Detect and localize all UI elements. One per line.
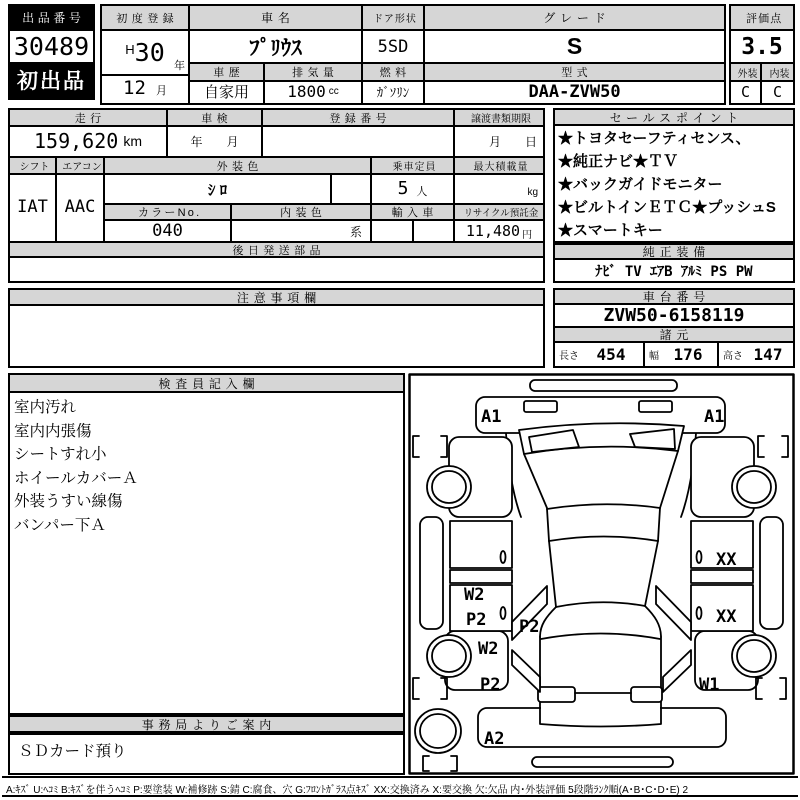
bracket-mid-right [756, 678, 786, 699]
recycle-deposit-value-row [455, 221, 543, 241]
spec-width-cell [645, 343, 719, 366]
exterior-grade-value: C [740, 82, 751, 101]
inspector-note-line: 外装うすい線傷 [14, 493, 123, 510]
shift-header: シフト [10, 158, 55, 175]
recycle-deposit-header: リサイクル預託金 [455, 205, 543, 221]
rear-glass-bottom [556, 602, 645, 607]
inspector-note-line: バンパー下Ａ [14, 516, 106, 534]
color-no-header: カラーNo. [105, 205, 230, 221]
auction-number-block [8, 4, 95, 100]
office-info-header: 事務局よりご案内 [8, 715, 405, 733]
office-info-content [8, 733, 405, 775]
damage-label-a1: A1 [704, 407, 725, 427]
side-strip-left [420, 517, 443, 629]
score-block [729, 4, 795, 105]
notes-content [10, 306, 543, 366]
taillight-right [631, 687, 662, 702]
footer-legend: A:ｷｽﾞ U:ﾍｺﾐ B:ｷｽﾞを伴うﾍｺﾐ P:要塗装 W:補修跡 S:錆 C:腐食、穴 G:ﾌﾛﾝﾄｶﾞﾗｽ点ｷｽﾞ XX:交換済み X:要交換 欠:欠品 内･外装評価 5段階ﾗﾝｸ順(A･B･C･D･E) 2 [2, 776, 798, 797]
sill-panel-left-lower [512, 650, 540, 692]
fuel-value: ｶﾞｿﾘﾝ [376, 85, 410, 100]
later-parts-section [10, 243, 543, 281]
displacement-cell [265, 64, 361, 103]
equipment-section [553, 243, 795, 283]
inspector-note-line: ホイールカバーＡ [14, 469, 138, 487]
car-name-value: ﾌﾟﾘｳｽ [190, 31, 361, 64]
transfer-deadline-header: 譲渡書類期限 [455, 110, 543, 127]
spec-height-value: 147 [753, 345, 783, 364]
model-code-header: 型式 [425, 64, 724, 82]
first-registration-year-cell [102, 31, 188, 76]
capacity-value-row [372, 175, 453, 201]
grade-header: グレード [425, 6, 724, 31]
door-shape-header: ドア形状 [363, 6, 423, 31]
capacity-header: 乗車定員 [372, 158, 453, 175]
color-capacity-area [105, 158, 543, 243]
exterior-color-cell [105, 158, 372, 203]
aircon-cell [57, 158, 105, 243]
inspector-note-line: シートすれ小 [14, 446, 107, 463]
inspector-note-line: 室内内張傷 [14, 422, 92, 440]
car-history-cell [190, 64, 265, 103]
max-load-cell [455, 158, 543, 203]
sales-points-section [553, 108, 795, 243]
equipment-value: ﾅﾋﾞ TV ｴｱB ｱﾙﾐ PS PW [595, 263, 753, 280]
side-strip-right [760, 517, 783, 629]
registration-no-value [263, 127, 453, 154]
sales-point-line: ★バックガイドモニター [558, 176, 723, 193]
fuel-header: 燃料 [363, 64, 423, 82]
sales-point-line: ★純正ナビ★ＴＶ [558, 153, 679, 170]
spec-length-label: 長さ [559, 351, 579, 362]
transfer-deadline-value: 月 日 [488, 135, 537, 149]
bracket-top-left [413, 436, 447, 457]
specs-header: 諸元 [555, 328, 793, 343]
recycle-deposit-cell [455, 205, 543, 243]
spec-height-label: 高さ [723, 351, 743, 362]
displacement-unit: cc [328, 86, 339, 97]
first-registration-header: 初度登録 [102, 6, 188, 31]
later-parts-header: 後日発送部品 [10, 243, 543, 258]
exterior-color-extra-cell [332, 175, 370, 203]
car-name-column [190, 6, 363, 103]
aircon-header: エアコン [57, 158, 103, 175]
aircon-value: AAC [64, 197, 96, 217]
spoiler-line [541, 634, 660, 640]
chassis-no-header: 車台番号 [555, 290, 793, 305]
damage-label-p2: P2 [480, 675, 501, 695]
displacement-header: 排気量 [265, 64, 361, 82]
wheel-front-right [732, 466, 776, 508]
notes-section [8, 288, 545, 368]
score-value: 3.5 [731, 31, 793, 64]
rear-quarter-edges [540, 606, 661, 637]
damage-label-w1: W1 [699, 675, 720, 695]
chassis-section [553, 288, 795, 368]
door-shape-value: 5SD [363, 31, 423, 64]
damage-label-xx: XX [716, 550, 737, 570]
damage-label-a2: A2 [484, 729, 505, 749]
door-handle-rear-right [697, 607, 702, 619]
sill-band-left [450, 570, 512, 583]
a-pillar-left [524, 454, 547, 508]
recycle-deposit-value: 11,480 [465, 222, 521, 240]
color-no-value: 040 [152, 221, 183, 241]
inspector-notes-list [10, 396, 403, 537]
windshield [519, 423, 684, 454]
spec-width-value: 176 [673, 345, 703, 364]
inspection-header: 車検 [168, 110, 261, 127]
spec-height-cell [719, 343, 793, 366]
capacity-value: 5 [397, 177, 409, 199]
a-pillar-right [660, 451, 678, 508]
door-handle-rear-left [501, 607, 506, 619]
inspector-notes-section [8, 373, 405, 715]
top-spec-table [100, 4, 726, 105]
inspection-value: 年 月 [190, 135, 239, 149]
car-history-value: 自家用 [203, 84, 249, 101]
shift-value: IAT [17, 197, 48, 217]
wheel-rear-left [427, 635, 471, 677]
mileage-value-row [10, 127, 166, 154]
damage-label-a1: A1 [481, 407, 502, 427]
car-history-header: 車歴 [190, 64, 263, 82]
auction-number-value: 30489 [13, 32, 90, 61]
max-load-unit: kg [527, 187, 538, 198]
inspection-cell [168, 110, 263, 158]
roof-front-edge [547, 504, 660, 509]
spec-length-cell [555, 343, 645, 366]
sales-points-list [555, 127, 793, 242]
rear-glass-sides [549, 541, 658, 607]
score-header: 評価点 [731, 6, 793, 31]
transfer-deadline-cell [455, 110, 543, 158]
inspector-note-line: 室内汚れ [14, 399, 77, 416]
chassis-no-value: ZVW50-6158119 [555, 305, 793, 328]
year-unit: 年 [174, 60, 185, 72]
specs-row [555, 343, 793, 366]
bracket-top-right [758, 436, 788, 457]
taillight-left [538, 687, 575, 702]
damage-diagram-svg [408, 373, 795, 775]
wheel-rear-right [732, 635, 776, 677]
car-name-header: 車名 [190, 6, 361, 31]
mileage-header: 走行 [10, 110, 166, 127]
shift-cell [10, 158, 57, 243]
sales-point-line: ★ビルトインＥＴＣ★プッシュS [558, 199, 776, 216]
front-molding [530, 380, 677, 391]
month-unit: 月 [155, 85, 167, 97]
sill-band-right [691, 570, 753, 583]
max-load-header: 最大積載量 [455, 158, 543, 175]
sales-point-line: ★スマートキー [558, 222, 663, 239]
registration-no-cell [263, 110, 455, 158]
interior-grade-value: C [772, 82, 783, 101]
spec-width-label: 幅 [649, 351, 659, 362]
exterior-color-header: 外装色 [105, 158, 370, 175]
door-shape-column [363, 6, 425, 103]
office-info-value: ＳＤカード預り [18, 743, 127, 760]
recycle-deposit-unit: 円 [522, 229, 533, 241]
exterior-grade-header: 外装 [731, 64, 760, 82]
import-car-subcell-2 [414, 221, 453, 241]
era-letter: H [125, 42, 135, 57]
wheel-spare [415, 709, 461, 753]
roof-rear-edge [549, 537, 658, 542]
sales-points-header: セールスポイント [555, 110, 793, 126]
model-code-value: DAA-ZVW50 [528, 81, 621, 102]
rear-molding [532, 757, 673, 767]
mileage-unit: km [123, 132, 142, 149]
door-handle-front-right [697, 551, 702, 563]
damage-label-p2: P2 [519, 617, 540, 637]
front-bumper-detail-right [639, 401, 672, 412]
mileage-value: 159,620 [34, 128, 119, 153]
interior-grade-cell [762, 64, 793, 103]
capacity-cell [372, 158, 455, 203]
color-no-cell [105, 205, 232, 243]
import-car-header: 輸入車 [372, 205, 453, 221]
door-handle-front-left [501, 551, 506, 563]
damage-label-w2: W2 [478, 639, 499, 659]
interior-color-cell [232, 205, 372, 243]
capacity-unit: 人 [416, 186, 428, 198]
damage-diagram [408, 373, 795, 775]
mileage-cell [10, 110, 168, 158]
registration-month: 12 [123, 76, 146, 99]
import-car-cell [372, 205, 455, 243]
wheel-front-left [427, 466, 471, 508]
first-listing-badge: 初出品 [10, 62, 93, 98]
auction-number-header: 出品番号 [10, 6, 93, 31]
damage-label-xx: XX [716, 607, 737, 627]
sill-panel-right-lower [663, 650, 691, 692]
damage-label-p2: P2 [466, 610, 487, 630]
bracket-bottom-left [423, 756, 457, 771]
exterior-color-value: ｼ ﾛ [105, 175, 332, 203]
displacement-value-row [265, 82, 361, 101]
spec-length-value: 454 [596, 345, 626, 364]
interior-grade-header: 内装 [762, 64, 793, 82]
damage-label-w2: W2 [464, 585, 485, 605]
notes-header: 注意事項欄 [10, 290, 543, 306]
displacement-value: 1800 [287, 82, 326, 101]
registration-year: 30 [134, 38, 165, 67]
interior-color-header: 内装色 [232, 205, 370, 221]
grade-value: S [425, 31, 724, 64]
interior-color-value: 系 [349, 224, 362, 239]
registration-no-header: 登録番号 [263, 110, 453, 127]
grade-column [425, 6, 724, 103]
equipment-header: 純正装備 [555, 245, 793, 260]
bracket-mid-left [413, 678, 447, 699]
exterior-grade-cell [731, 64, 762, 103]
main-table [8, 108, 545, 283]
import-car-subcell-1 [372, 221, 414, 241]
later-parts-content [10, 258, 543, 281]
first-registration-month-cell [102, 76, 188, 99]
front-bumper-detail-left [524, 401, 557, 412]
first-registration-column [102, 6, 190, 103]
inspector-notes-header: 検査員記入欄 [10, 375, 403, 393]
sales-point-line: ★トヨタセーフティセンス、 [558, 130, 751, 147]
